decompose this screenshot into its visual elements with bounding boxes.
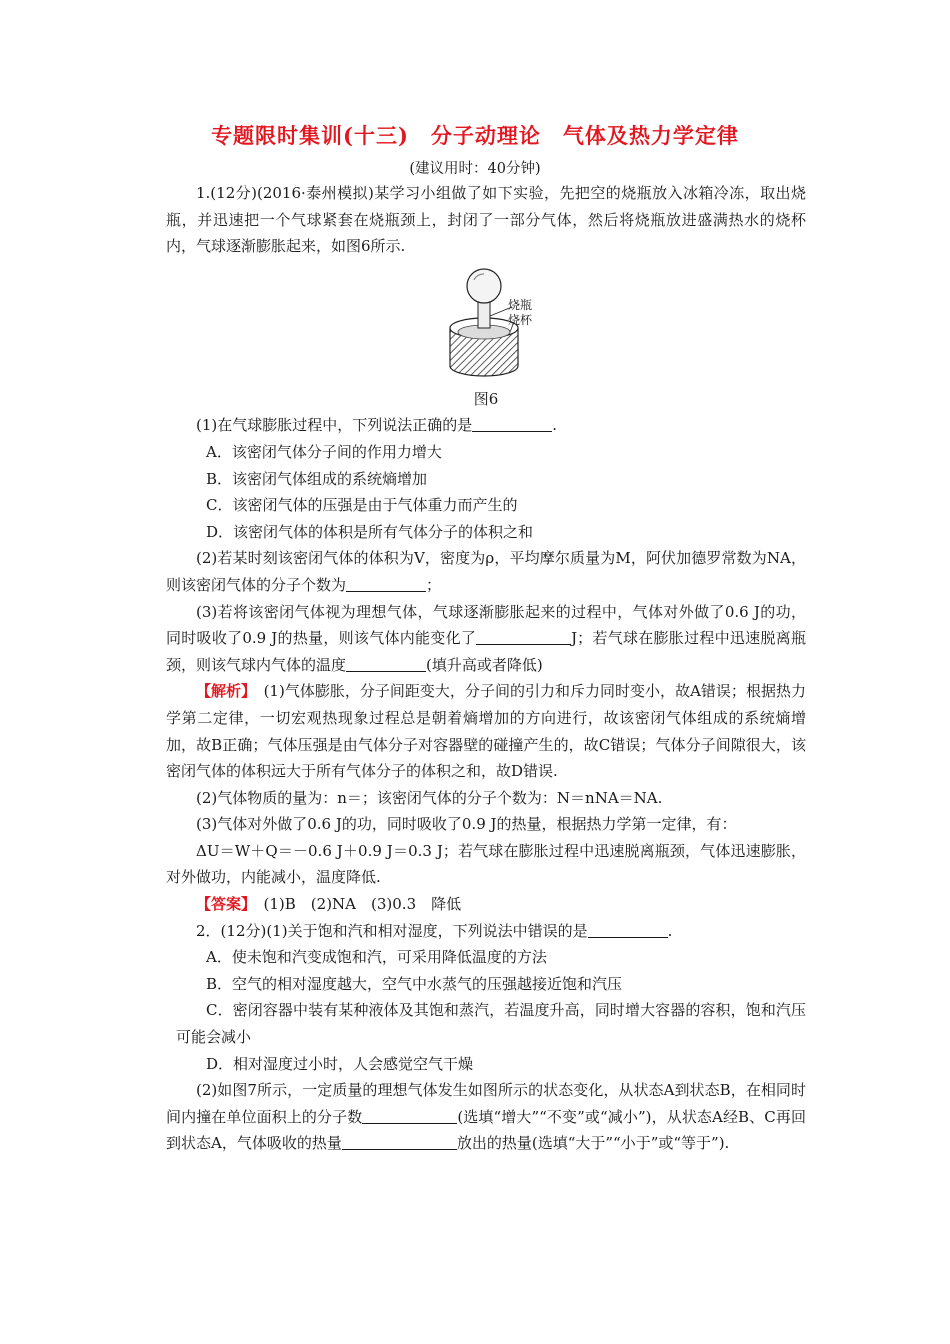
q1-option-d: D．该密闭气体的体积是所有气体分子的体积之和 <box>206 522 534 541</box>
q1-part3-text-b: J；若气球在膨胀过程中迅速脱离瓶颈，则该气球内气体的温度 <box>166 629 807 674</box>
analysis-1-text: (1)气体膨胀，分子间距变大，分子间的引力和斥力同时变小，故A错误；根据热力学第二定律，一切宏观热现象过程总是朝着熵增加的方向进行，故该密闭气体组成的系统熵增加，故B正确；气体压强是由气体分子对容器壁的碰撞产生的，故C错误；气体分子间隙很大，该密闭气体的体积远大于所有气体分子的体积之和，故D错误. <box>166 682 806 781</box>
q1-intro: 1.(12分)(2016·泰州模拟)某学习小组做了如下实验，先把空的烧瓶放入冰箱冷冻，取出烧瓶，并迅速把一个气球紧套在烧瓶颈上，封闭了一部分气体，然后将烧瓶放进盛满热水的烧杯内，气球逐渐膨胀起来，如图6所示. <box>166 184 806 256</box>
q2-part2-text-c: 放出的热量(选填“大于”“小于”或“等于”). <box>456 1134 730 1153</box>
q1-part2: (2)若某时刻该密闭气体的体积为V，密度为ρ，平均摩尔质量为M，阿伏加德罗常数为NA，则该密闭气体的分子个数为 ； <box>166 549 806 594</box>
answer-blank[interactable] <box>362 1106 457 1124</box>
q1-part3 <box>166 599 806 679</box>
q1-part1-text: (1)在气球膨胀过程中，下列说法正确的是 <box>196 416 473 435</box>
answer-text: (1)B (2)NA (3)0.3 降低 <box>263 895 462 914</box>
page-title: 专题限时集训(十三) 分子动理论 气体及热力学定律 <box>211 123 739 148</box>
answer-blank[interactable] <box>476 627 571 645</box>
q2-part1: 2．(12分)(1)关于饱和汽和相对湿度，下列说法中错误的是 . <box>196 921 673 940</box>
figure-6-caption: 图6 <box>473 389 499 408</box>
q1-analysis-1 <box>166 678 806 784</box>
beaker-label: 烧杯 <box>508 312 533 327</box>
q1-analysis-2: (2)气体物质的量为：n＝；该密闭气体的分子个数为：N＝nNA＝NA. <box>196 788 663 807</box>
q2-part2-text-a: (2)如图7所示，一定质量的理想气体发生如图所示的状态变化，从状态A到状态B，在相同时间内撞在单位面积上的分子数 <box>166 1081 806 1126</box>
q1-part3-text-c: (填升高或者降低) <box>426 655 543 674</box>
q1-analysis-3a: (3)气体对外做了0.6 J的功，同时吸收了0.9 J的热量，根据热力学第一定律，有： <box>196 815 737 834</box>
q2-option-d: D．相对湿度过小时，人会感觉空气干燥 <box>206 1054 474 1073</box>
answer-blank[interactable] <box>342 1132 457 1150</box>
figure-6 <box>166 266 806 386</box>
answer-label: 【答案】 <box>196 895 249 914</box>
q2-part2 <box>166 1077 806 1157</box>
q2-option-a: A．使未饱和汽变成饱和汽，可采用降低温度的方法 <box>206 948 547 967</box>
answer-blank[interactable] <box>472 414 552 432</box>
q1-part1: (1)在气球膨胀过程中，下列说法正确的是 . <box>196 416 558 435</box>
q1-option-c: C．该密闭气体的压强是由于气体重力而产生的 <box>206 496 518 515</box>
q1-part3-text-a: (3)若将该密闭气体视为理想气体，气球逐渐膨胀起来的过程中，气体对外做了0.6 J的功，同时吸收了0.9 J的热量，则该气体内能变化了 <box>166 602 806 648</box>
q2-part1-text: 2．(12分)(1)关于饱和汽和相对湿度，下列说法中错误的是 <box>196 921 588 940</box>
suggested-time: (建议用时：40分钟) <box>409 161 541 177</box>
q2-part2-text-b: (选填“增大”“不变”或“减小”)，从状态A经B、C再回到状态A，气体吸收的热量 <box>166 1107 806 1153</box>
answer-blank[interactable] <box>588 920 668 938</box>
q2-option-b: B．空气的相对湿度越大，空气中水蒸气的压强越接近饱和汽压 <box>206 974 623 993</box>
balloon <box>467 269 501 303</box>
flask-neck <box>478 302 490 328</box>
q1-option-a: A．该密闭气体分子间的作用力增大 <box>206 442 442 461</box>
q1-analysis-3b: ΔU＝W＋Q＝－0.6 J＋0.9 J＝0.3 J；若气球在膨胀过程中迅速脱离瓶颈，气体迅速膨胀，对外做功，内能减小，温度降低. <box>166 841 806 887</box>
q1-answer <box>166 891 806 918</box>
q2-option-c: C．密闭容器中装有某种液体及其饱和蒸汽，若温度升高，同时增大容器的容积，饱和汽压可能会减小 <box>176 1001 806 1047</box>
content <box>166 180 806 1157</box>
flask-label: 烧瓶 <box>508 297 533 312</box>
answer-blank[interactable] <box>346 654 426 672</box>
q1-option-b: B．该密闭气体组成的系统熵增加 <box>206 469 428 488</box>
answer-blank[interactable] <box>346 574 426 592</box>
analysis-label: 【解析】 <box>196 682 249 701</box>
flask-beaker-illustration <box>438 266 538 384</box>
q1-part2-text: (2)若某时刻该密闭气体的体积为V，密度为ρ，平均摩尔质量为M，阿伏加德罗常数为NA，则该密闭气体的分子个数为 <box>166 549 806 594</box>
